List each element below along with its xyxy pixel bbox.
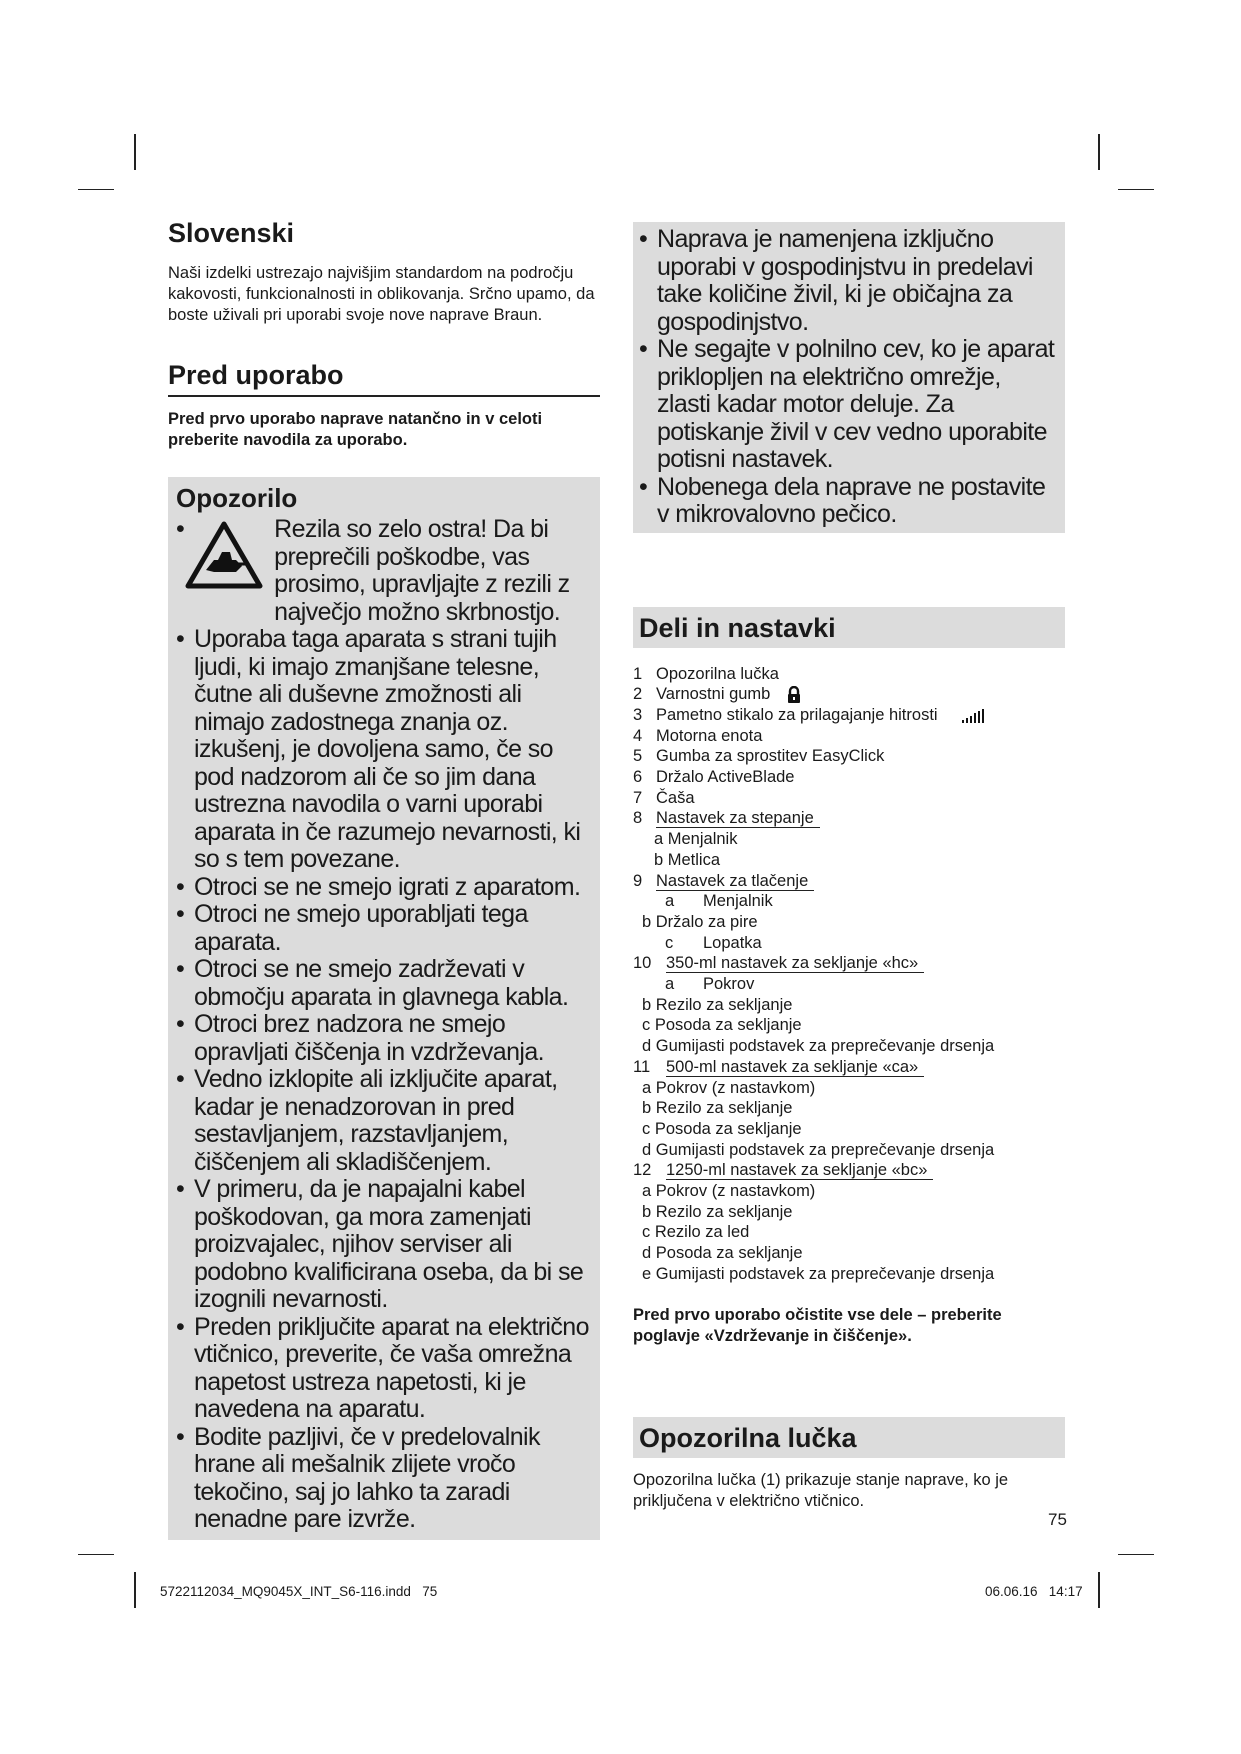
list-item: 7 Čaša: [633, 788, 695, 807]
warning-title: Opozorilo: [176, 483, 298, 513]
warning-first-item: [176, 516, 592, 626]
list-item: c Lopatka: [665, 933, 762, 952]
list-item: 1 Opozorilna lučka: [633, 664, 779, 683]
list-item: 8 Nastavek za stepanje: [633, 808, 1065, 829]
warning-box: [168, 477, 600, 1540]
list-item: b Rezilo za sekljanje: [642, 1099, 793, 1118]
list-item: 6 Držalo ActiveBlade: [633, 768, 795, 787]
parts-heading: Deli in nastavki: [633, 607, 1065, 648]
section-heading: Pred uporabo: [168, 360, 600, 397]
list-item: • Preden priključite aparat na električno vtičnico, preverite, če vaša omrežna napetost ustreza napetosti, ki je navedena na aparatu.: [176, 1314, 592, 1424]
list-item: • Otroci se ne smejo igrati z aparatom.: [176, 874, 592, 902]
cleaning-note: Pred prvo uporabo očistite vse dele – preberite poglavje «Vzdrževanje in čiščenje».: [633, 1305, 1002, 1345]
crop-mark: [78, 1554, 114, 1555]
list-item: c Posoda za sekljanje: [642, 1119, 802, 1138]
list-item: a Menjalnik: [654, 830, 738, 849]
list-item: 11 500-ml nastavek za sekljanje «ca»: [633, 1057, 1065, 1078]
left-column: [168, 218, 600, 1540]
lamp-heading: Opozorilna lučka: [633, 1417, 1065, 1458]
list-item: b Rezilo za sekljanje: [642, 995, 793, 1014]
right-column: [633, 222, 1065, 1512]
warning-first-text: Rezila so zelo ostra! Da bi preprečili poškodbe, vas prosimo, upravljajte z rezili z največjo možno skrbnostjo.: [274, 515, 570, 626]
crop-mark: [134, 1572, 136, 1608]
intro-paragraph: Naši izdelki ustrezajo najvišjim standardom na področju kakovosti, funkcionalnosti in oblikovanja. Srčno upamo, da boste uživali pri uporabi svoje nove naprave Braun.: [168, 264, 595, 324]
list-item: • Otroci ne smejo uporabljati tega aparata.: [176, 901, 592, 956]
list-item: • Nobenega dela naprave ne postavite v mikrovalovno pečico.: [639, 474, 1059, 529]
lock-icon: [787, 686, 801, 704]
crop-mark: [1098, 1572, 1100, 1608]
footer-file-info: 5722112034_MQ9045X_INT_S6-116.indd 75: [160, 1584, 438, 1599]
list-item: • V primeru, da je napajalni kabel poškodovan, ga mora zamenjati proizvajalec, njihov serviser ali podobno kvalificirana oseba, da bi se izognili nevarnosti.: [176, 1176, 592, 1314]
parts-list: [633, 664, 1065, 1285]
list-item: a Menjalnik: [665, 892, 773, 911]
list-item: e Gumijasti podstavek za preprečevanje drsenja: [642, 1264, 995, 1283]
list-item: 9 Nastavek za tlačenje: [633, 871, 1065, 892]
language-heading: Slovenski: [168, 218, 295, 248]
sharp-blade-warning-icon: [184, 520, 264, 592]
warning-continued-list: [639, 226, 1059, 529]
crop-mark: [1098, 134, 1100, 170]
list-item: • Uporaba taga aparata s strani tujih ljudi, ki imajo zmanjšane telesne, čutne ali duševne zmožnosti ali nimajo zadostnega znanja oz. izkušenj, je dovoljena samo, če so pod nadzorom ali če so jim dana ustrezna navodila o varni uporabi aparata in če razumejo nevarnosti, ki so s tem povezane.: [176, 626, 592, 874]
page-number: 75: [1048, 1510, 1067, 1529]
speed-bars-icon: [962, 709, 984, 723]
warning-list: [176, 626, 592, 1534]
list-item: a Pokrov (z nastavkom): [642, 1182, 816, 1201]
crop-mark: [78, 189, 114, 190]
list-item: b Držalo za pire: [642, 912, 758, 931]
list-item: 12 1250-ml nastavek za sekljanje «bc»: [633, 1160, 1065, 1181]
list-item: • Otroci se ne smejo zadrževati v območju aparata in glavnega kabla.: [176, 956, 592, 1011]
lamp-description: Opozorilna lučka (1) prikazuje stanje naprave, ko je priključena v električno vtičnico.: [633, 1470, 1009, 1510]
bullet: •: [176, 515, 185, 543]
list-item: b Rezilo za sekljanje: [642, 1202, 793, 1221]
footer-datetime: 06.06.16 14:17: [985, 1584, 1083, 1599]
list-item: a Pokrov: [665, 975, 755, 994]
crop-mark: [1118, 1554, 1154, 1555]
list-item: d Gumijasti podstavek za preprečevanje drsenja: [642, 1140, 995, 1159]
list-item: 4 Motorna enota: [633, 726, 763, 745]
list-item: 10 350-ml nastavek za sekljanje «hc»: [633, 953, 1065, 974]
list-item: a Pokrov (z nastavkom): [642, 1078, 816, 1097]
list-item: • Ne segajte v polnilno cev, ko je aparat priklopljen na električno omrežje, zlasti kadar motor deluje. Za potiskanje živil v cev vedno uporabite potisni nastavek.: [639, 336, 1059, 474]
list-item: 5 Gumba za sprostitev EasyClick: [633, 747, 885, 766]
list-item: • Naprava je namenjena izključno uporabi v gospodinjstvu in predelavi take količine živil, ki je običajna za gospodinjstvo.: [639, 226, 1059, 336]
list-item: b Metlica: [654, 850, 721, 869]
list-item: d Gumijasti podstavek za preprečevanje drsenja: [642, 1037, 995, 1056]
list-item: 2 Varnostni gumb: [633, 684, 1065, 705]
section-note: Pred prvo uporabo naprave natančno in v celoti preberite navodila za uporabo.: [168, 410, 543, 449]
list-item: • Otroci brez nadzora ne smejo opravljati čiščenja in vzdrževanja.: [176, 1011, 592, 1066]
list-item: d Posoda za sekljanje: [642, 1244, 803, 1263]
crop-mark: [1118, 189, 1154, 190]
list-item: c Posoda za sekljanje: [642, 1016, 802, 1035]
crop-mark: [134, 134, 136, 170]
list-item: 3 Pametno stikalo za prilagajanje hitrosti: [633, 705, 1065, 726]
warning-continued-box: [633, 222, 1065, 533]
list-item: c Rezilo za led: [642, 1223, 750, 1242]
list-item: • Vedno izklopite ali izključite aparat, kadar je nenadzorovan in pred sestavljanjem, razstavljanjem, čiščenjem ali skladiščenjem.: [176, 1066, 592, 1176]
list-item: • Bodite pazljivi, če v predelovalnik hrane ali mešalnik zlijete vročo tekočino, saj jo lahko ta zaradi nenadne pare izvrže.: [176, 1424, 592, 1534]
